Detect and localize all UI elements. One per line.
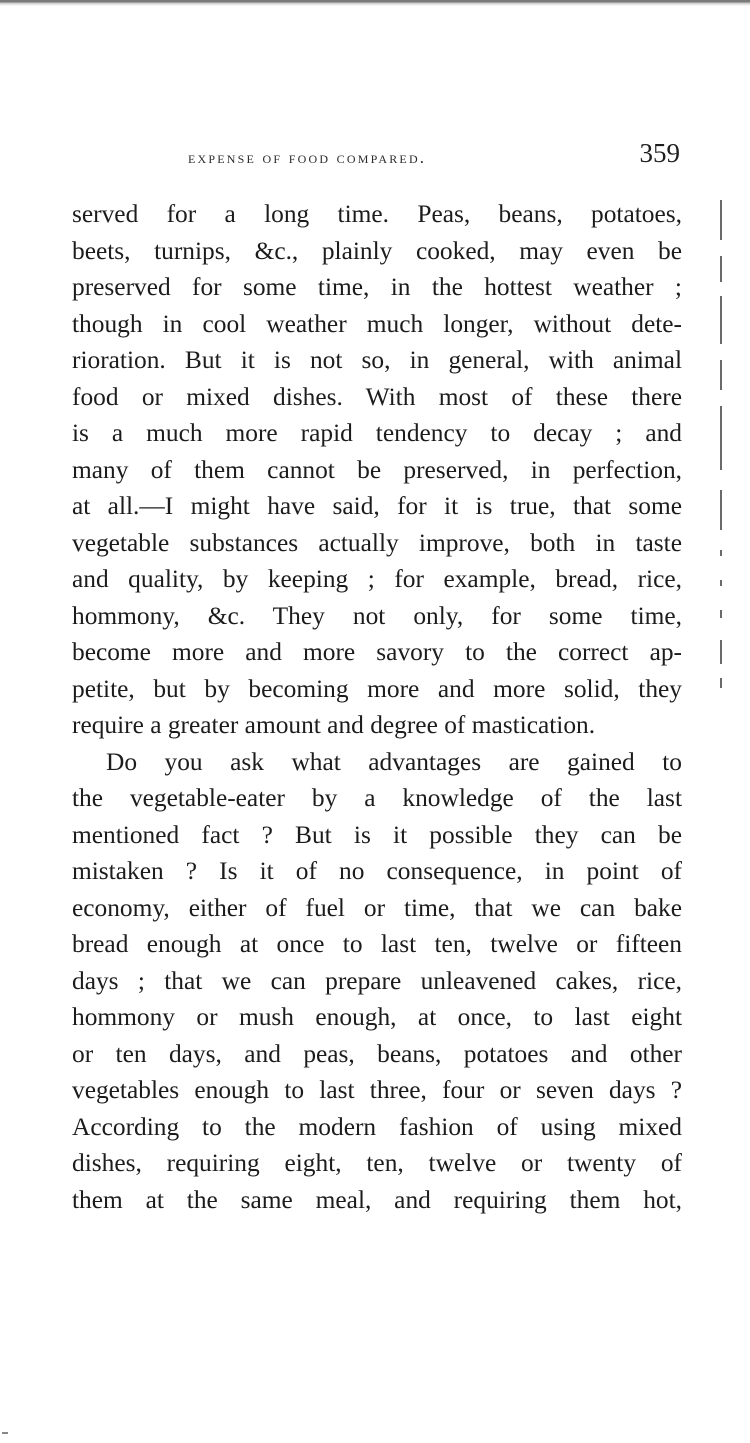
paragraph-start-line: Do you ask what advantages are gained to (106, 747, 682, 776)
text-line: vegetables enough to last three, four or seven days ? (72, 1076, 682, 1104)
page-top-edge (0, 0, 750, 6)
text-line: at all.—I might have said, for it is true, that some (72, 492, 682, 520)
text-line: is a much more rapid tendency to decay ; and (72, 419, 682, 447)
text-line: hommony, &c. They not only, for some time, (72, 601, 682, 630)
text-line: require a greater amount and degree of mastication. (72, 711, 596, 739)
text-line: preserved for some time, in the hottest weather ; (72, 273, 682, 301)
text-line: them at the same meal, and requiring them hot, (72, 1185, 682, 1214)
text-line: the vegetable-eater by a knowledge of the last (72, 784, 682, 812)
text-line: food or mixed dishes. With most of these there (72, 382, 682, 411)
text-line: served for a long time. Peas, beans, potatoes, (72, 200, 682, 228)
scan-speck (2, 1432, 8, 1434)
text-line: mistaken ? Is it of no consequence, in point of (72, 857, 682, 885)
text-line: petite, but by becoming more and more solid, they (72, 674, 682, 703)
body-text (72, 196, 682, 1218)
text-line: bread enough at once to last ten, twelve or fifteen (72, 930, 682, 958)
text-line: hommony or mush enough, at once, to last eight (72, 1003, 682, 1031)
text-line: mentioned fact ? But is it possible they can be (72, 820, 682, 849)
text-line: though in cool weather much longer, without dete- (72, 309, 682, 338)
text-line: many of them cannot be preserved, in perfection, (72, 455, 682, 484)
running-head (72, 138, 682, 178)
text-line: dishes, requiring eight, ten, twelve or twenty of (72, 1149, 682, 1177)
text-line: vegetable substances actually improve, both in taste (72, 528, 682, 557)
text-line: or ten days, and peas, beans, potatoes and other (72, 1039, 682, 1068)
text-line: According to the modern fashion of using mixed (72, 1112, 682, 1141)
text-line: economy, either of fuel or time, that we can bake (72, 893, 682, 922)
page-number: 359 (639, 138, 680, 168)
text-line: beets, turnips, &c., plainly cooked, may even be (72, 236, 682, 265)
text-line: become more and more savory to the correct ap- (72, 638, 682, 666)
running-title: expense of food compared. (188, 148, 427, 167)
binding-margin-marks (716, 200, 728, 700)
text-line: days ; that we can prepare unleavened cakes, rice, (72, 966, 682, 995)
text-line: rioration. But it is not so, in general, with animal (72, 346, 682, 374)
text-line: and quality, by keeping ; for example, bread, rice, (72, 565, 682, 593)
